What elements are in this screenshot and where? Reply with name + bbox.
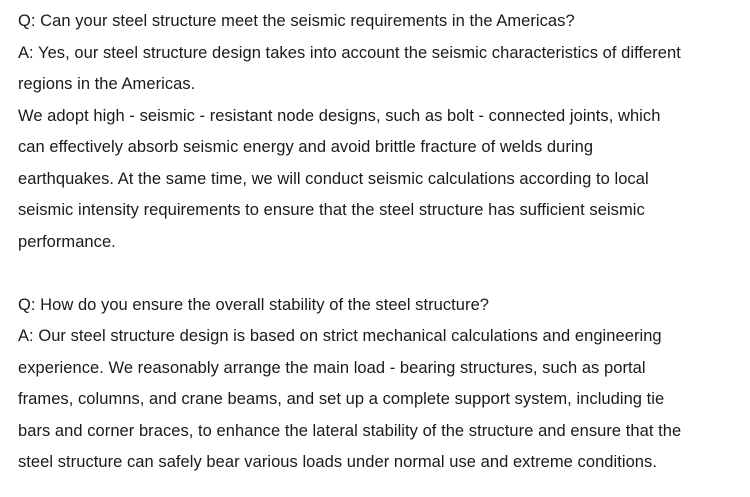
question-text: Q: How do you ensure the overall stability of the steel structure? [18,295,490,314]
faq-item-stability [18,290,744,479]
answer-text: seismic intensity requirements to ensure that the steel structure has sufficient seismic [18,201,645,219]
faq-item-seismic [18,6,744,258]
answer-text: steel structure can safely bear various loads under normal use and extreme conditions. [18,453,657,471]
answer-text: We adopt high - seismic - resistant node designs, such as bolt - connected joints, which [18,106,661,125]
answer-text: performance. [18,232,116,251]
answer-text: can effectively absorb seismic energy and avoid brittle fracture of welds during [18,138,594,156]
answer-text: regions in the Americas. [18,75,196,93]
answer-text: earthquakes. At the same time, we will conduct seismic calculations according to local [18,169,649,188]
answer-text: A: Our steel structure design is based on strict mechanical calculations and engineering [18,327,662,345]
answer-text: bars and corner braces, to enhance the lateral stability of the structure and ensure that the [18,421,682,440]
faq-section [18,6,744,479]
answer-text: A: Yes, our steel structure design takes into account the seismic characteristics of different [18,43,681,62]
answer-text: experience. We reasonably arrange the main load - bearing structures, such as portal [18,358,646,377]
answer-text: frames, columns, and crane beams, and set up a complete support system, including tie [18,390,665,408]
question-text: Q: Can your steel structure meet the seismic requirements in the Americas? [18,12,575,30]
